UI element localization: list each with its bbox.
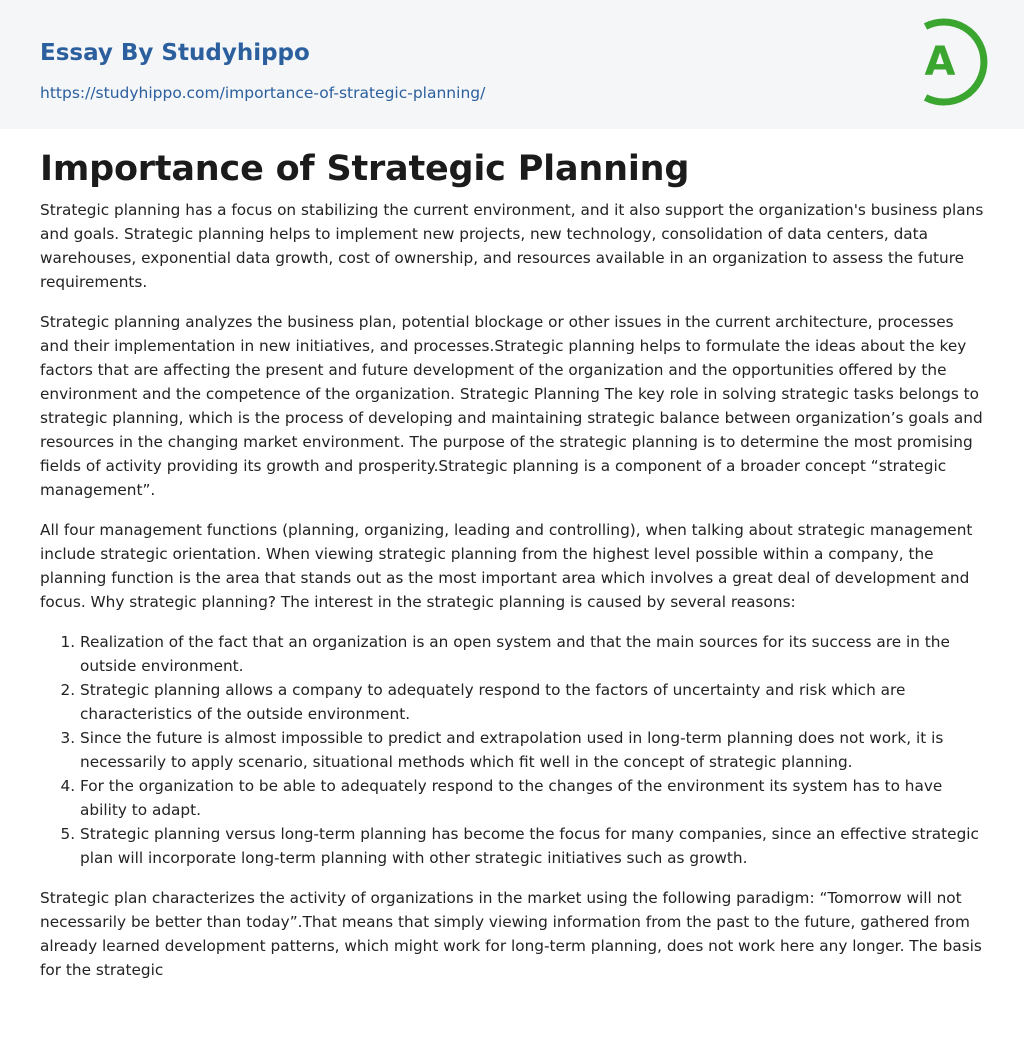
logo-letter: A — [924, 39, 956, 85]
list-item: 5. Strategic planning versus long-term planning has become the focus for many companies, since an effective strategic plan will incorporate long-term planning with other strategic initiatives such as growth. — [80, 822, 984, 870]
reasons-list — [40, 630, 984, 870]
paragraph-3: All four management functions (planning, organizing, leading and controlling), when talking about strategic management include strategic orientation. When viewing strategic planning from the highest level possible within a company, the planning function is the area that stands out as the most important area which involves a great deal of development and focus. Why strategic planning? The interest in the strategic planning is caused by several reasons: — [40, 521, 973, 611]
list-item: 2. Strategic planning allows a company to adequately respond to the factors of uncertainty and risk which are characteristics of the outside environment. — [80, 678, 984, 726]
essay-url-link[interactable]: https://studyhippo.com/importance-of-strategic-planning/ — [40, 84, 486, 102]
brand-title[interactable]: Essay By Studyhippo — [40, 40, 310, 66]
studyhippo-logo-icon[interactable] — [904, 18, 988, 106]
list-item: 1. Realization of the fact that an organization is an open system and that the main sources for its success are in the outside environment. — [80, 630, 984, 678]
page-title: Importance of Strategic Planning — [40, 149, 690, 189]
paragraph-2: Strategic planning analyzes the business plan, potential blockage or other issues in the current architecture, processes and their implementation in new initiatives, and processes.Strategic planning helps to formulate the ideas about the key factors that are affecting the present and future development of the organization and the opportunities offered by the environment and the competence of the organization. Strategic Planning The key role in solving strategic tasks belongs to strategic planning, which is the process of developing and maintaining strategic balance between organization’s goals and resources in the changing market environment. The purpose of the strategic planning is to determine the most promising fields of activity providing its growth and prosperity.Strategic planning is a component of a broader concept “strategic management”. — [40, 313, 983, 499]
article — [40, 129, 984, 982]
paragraph-closing: Strategic plan characterizes the activity of organizations in the market using the following paradigm: “Tomorrow will not necessarily be better than today”.That means that simply viewing information from the past to the future, gathered from already learned development patterns, which might work for long-term planning, does not work here any longer. The basis for the strategic — [40, 889, 982, 979]
list-item: 3. Since the future is almost impossible to predict and extrapolation used in long-term planning does not work, it is necessarily to apply scenario, situational methods which fit well in the concept of strategic planning. — [80, 726, 984, 774]
list-item: 4. For the organization to be able to adequately respond to the changes of the environment its system has to have ability to adapt. — [80, 774, 984, 822]
site-header — [0, 0, 1024, 129]
paragraph-1: Strategic planning has a focus on stabilizing the current environment, and it also support the organization's business plans and goals. Strategic planning helps to implement new projects, new technology, consolidation of data centers, data warehouses, exponential data growth, cost of ownership, and resources available in an organization to assess the future requirements. — [40, 201, 984, 291]
